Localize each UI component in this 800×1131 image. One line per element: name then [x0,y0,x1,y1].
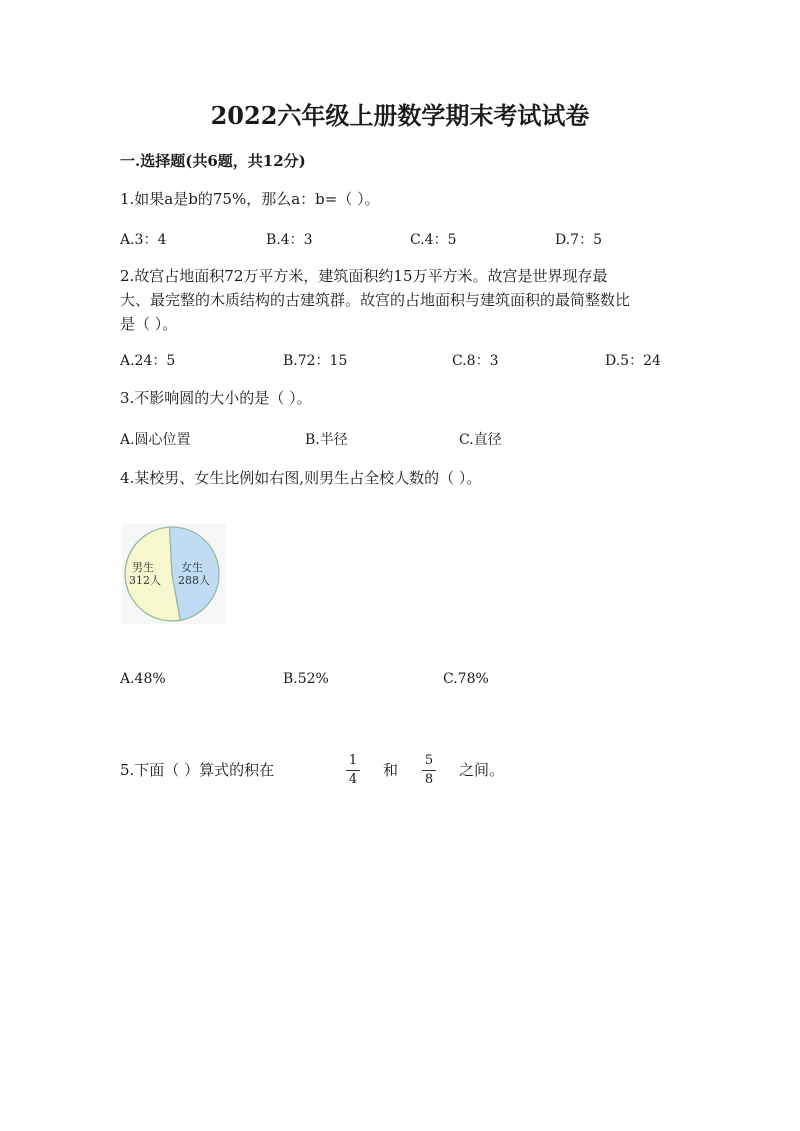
page-title: 2022六年级上册数学期末考试试卷 [210,101,590,130]
question-5-prefix: 5.下面（ ）算式的积在 [120,761,275,779]
question-2-line-3: 是（ ）。 [120,315,178,333]
q4-option-b: B.52% [283,671,329,687]
pie-count-girls: 288人 [178,574,210,587]
q1-option-c: C.4：5 [410,232,457,248]
fraction-five-eighths [420,753,438,788]
q1-option-d: D.7：5 [555,232,602,248]
q3-option-a: A.圆心位置 [120,432,191,448]
pie-label-boys: 男生 [132,561,154,574]
q4-option-a: A.48% [120,671,166,687]
fraction-1-denominator: 4 [348,772,358,787]
gender-ratio-pie [122,524,226,624]
question-2-line-1: 2.故宫占地面积72万平方米，建筑面积约15万平方米。故宫是世界现存最 [120,267,608,285]
q2-option-b: B.72：15 [283,353,348,369]
question-5-middle: 和 [383,761,399,779]
q2-option-a: A.24：5 [120,353,176,369]
fraction-one-quarter [344,753,362,788]
q4-option-c: C.78% [443,671,489,687]
section-heading: 一.选择题(共6题，共12分) [120,152,306,170]
question-3-text: 3.不影响圆的大小的是（ ）。 [120,389,312,407]
question-1-text: 1.如果a是b的75%，那么a：b=（ ）。 [120,190,380,208]
pie-label-girls: 女生 [181,561,203,574]
q2-option-c: C.8：3 [452,353,499,369]
fraction-2-bar [422,770,436,771]
q1-option-a: A.3：4 [120,232,167,248]
q1-option-b: B.4：3 [266,232,313,248]
question-4-text: 4.某校男、女生比例如右图,则男生占全校人数的（ ）。 [120,469,482,487]
q2-option-d: D.5：24 [605,353,661,369]
fraction-1-bar [346,770,360,771]
fraction-2-numerator: 5 [424,753,434,768]
pie-count-boys: 312人 [129,574,161,587]
fraction-2-denominator: 8 [424,772,434,787]
question-2-line-2: 大、最完整的木质结构的古建筑群。故宫的占地面积与建筑面积的最简整数比 [120,291,631,309]
question-5-suffix: 之间。 [459,761,505,779]
q3-option-b: B.半径 [305,432,348,448]
fraction-1-numerator: 1 [348,753,358,768]
q3-option-c: C.直径 [459,432,502,448]
